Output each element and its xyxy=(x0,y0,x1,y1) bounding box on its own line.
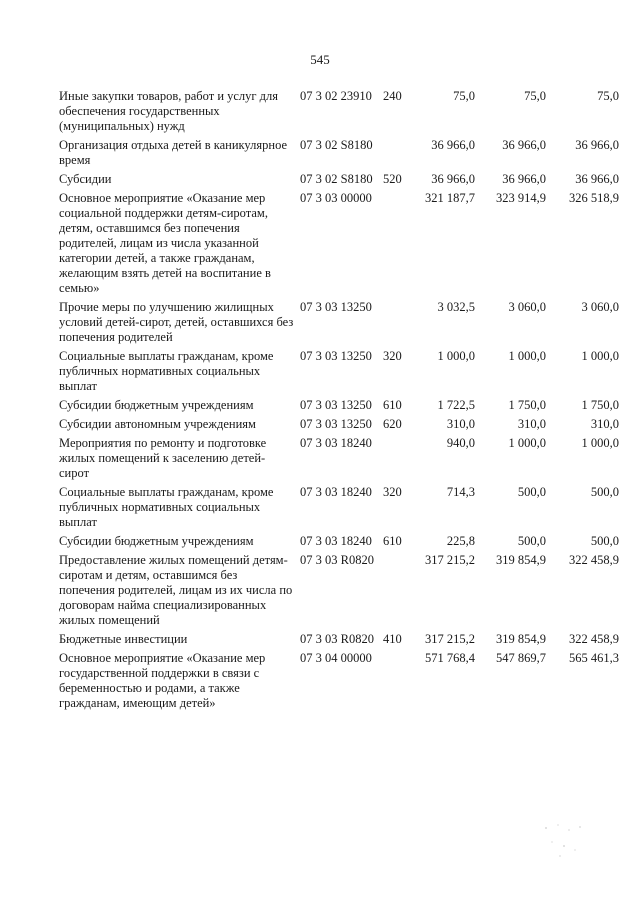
row-value-2: 75,0 xyxy=(524,89,546,103)
row-name: Бюджетные инвестиции xyxy=(59,632,188,646)
row-value-1: 225,8 xyxy=(446,534,475,548)
row-code: 07 3 02 S8180 xyxy=(300,138,373,152)
row-name: Основное мероприятие «Оказание мер государственной поддержки в связи с беременностью и родами, а также гражданам, имеющим детей» xyxy=(59,651,266,710)
table-row xyxy=(59,534,619,549)
table-row xyxy=(59,349,619,394)
row-value-1: 571 768,4 xyxy=(425,651,475,665)
row-value-2: 547 869,7 xyxy=(496,651,546,665)
table-row xyxy=(59,553,619,628)
row-value-3: 326 518,9 xyxy=(569,191,619,205)
table-row xyxy=(59,191,619,296)
page-number: 545 xyxy=(310,52,330,67)
row-value-2: 310,0 xyxy=(517,417,546,431)
row-value-1: 321 187,7 xyxy=(425,191,475,205)
table-row xyxy=(59,89,619,134)
row-code: 07 3 03 13250 xyxy=(300,417,372,431)
row-value-1: 75,0 xyxy=(453,89,475,103)
row-code: 07 3 03 18240 xyxy=(300,534,372,548)
row-expense-type: 610 xyxy=(383,534,402,548)
row-value-3: 500,0 xyxy=(590,534,619,548)
row-value-1: 310,0 xyxy=(446,417,475,431)
row-value-2: 1 000,0 xyxy=(508,349,546,363)
row-value-3: 1 750,0 xyxy=(581,398,619,412)
row-name: Социальные выплаты гражданам, кроме публичных нормативных социальных выплат xyxy=(59,349,274,393)
row-value-1: 317 215,2 xyxy=(425,553,475,567)
row-expense-type: 320 xyxy=(383,485,402,499)
budget-table xyxy=(59,89,619,715)
row-name: Основное мероприятие «Оказание мер социальной поддержки детям-сиротам, детям, оставшимся без попечения родителей, лицам из числа указанной категории детей, а также гражданам, желающим взять детей на воспитание в семью» xyxy=(59,191,271,295)
table-row xyxy=(59,300,619,345)
row-expense-type: 610 xyxy=(383,398,402,412)
row-value-3: 1 000,0 xyxy=(581,436,619,450)
row-name: Субсидии xyxy=(59,172,112,186)
row-code: 07 3 03 18240 xyxy=(300,485,372,499)
row-value-2: 319 854,9 xyxy=(496,553,546,567)
table-row xyxy=(59,172,619,187)
table-row xyxy=(59,417,619,432)
row-value-2: 319 854,9 xyxy=(496,632,546,646)
row-value-1: 317 215,2 xyxy=(425,632,475,646)
row-value-1: 714,3 xyxy=(446,485,475,499)
row-code: 07 3 02 S8180 xyxy=(300,172,373,186)
row-value-3: 500,0 xyxy=(590,485,619,499)
row-code: 07 3 04 00000 xyxy=(300,651,372,665)
row-value-1: 36 966,0 xyxy=(431,138,475,152)
row-value-3: 36 966,0 xyxy=(575,138,619,152)
row-expense-type: 240 xyxy=(383,89,402,103)
row-value-3: 3 060,0 xyxy=(581,300,619,314)
row-code: 07 3 03 R0820 xyxy=(300,553,374,567)
row-value-3: 36 966,0 xyxy=(575,172,619,186)
row-name: Мероприятия по ремонту и подготовке жилых помещений к заселению детей-сирот xyxy=(59,436,267,480)
row-value-1: 36 966,0 xyxy=(431,172,475,186)
row-value-3: 75,0 xyxy=(597,89,619,103)
row-name: Социальные выплаты гражданам, кроме публичных нормативных социальных выплат xyxy=(59,485,274,529)
row-value-1: 940,0 xyxy=(446,436,475,450)
row-code: 07 3 03 13250 xyxy=(300,349,372,363)
row-name: Субсидии бюджетным учреждениям xyxy=(59,534,254,548)
row-expense-type: 520 xyxy=(383,172,402,186)
row-name: Предоставление жилых помещений детям-сиротам и детям, оставшимся без попечения родителей, лицам из их числа по договорам найма специализированных жилых помещений xyxy=(59,553,293,627)
row-value-1: 3 032,5 xyxy=(437,300,475,314)
row-expense-type: 620 xyxy=(383,417,402,431)
row-code: 07 3 03 13250 xyxy=(300,300,372,314)
row-value-1: 1 000,0 xyxy=(437,349,475,363)
row-name: Субсидии автономным учреждениям xyxy=(59,417,256,431)
row-expense-type: 410 xyxy=(383,632,402,646)
table-row xyxy=(59,651,619,711)
row-code: 07 3 03 00000 xyxy=(300,191,372,205)
table-row xyxy=(59,138,619,168)
row-value-3: 322 458,9 xyxy=(569,632,619,646)
table-row xyxy=(59,632,619,647)
scan-noise-decoration xyxy=(540,820,600,860)
row-value-2: 323 914,9 xyxy=(496,191,546,205)
table-row xyxy=(59,436,619,481)
row-value-3: 310,0 xyxy=(590,417,619,431)
row-value-2: 1 750,0 xyxy=(508,398,546,412)
row-value-2: 3 060,0 xyxy=(508,300,546,314)
row-value-3: 322 458,9 xyxy=(569,553,619,567)
row-value-3: 565 461,3 xyxy=(569,651,619,665)
row-code: 07 3 03 18240 xyxy=(300,436,372,450)
row-code: 07 3 02 23910 xyxy=(300,89,372,103)
row-name: Прочие меры по улучшению жилищных условий детей-сирот, детей, оставшихся без попечения родителей xyxy=(59,300,294,344)
row-code: 07 3 03 R0820 xyxy=(300,632,374,646)
row-value-2: 36 966,0 xyxy=(502,138,546,152)
table-row xyxy=(59,485,619,530)
table-row xyxy=(59,398,619,413)
row-value-2: 1 000,0 xyxy=(508,436,546,450)
row-value-2: 500,0 xyxy=(517,534,546,548)
row-expense-type: 320 xyxy=(383,349,402,363)
row-name: Организация отдыха детей в каникулярное время xyxy=(59,138,288,167)
row-value-3: 1 000,0 xyxy=(581,349,619,363)
row-name: Субсидии бюджетным учреждениям xyxy=(59,398,254,412)
row-value-1: 1 722,5 xyxy=(437,398,475,412)
row-value-2: 500,0 xyxy=(517,485,546,499)
row-value-2: 36 966,0 xyxy=(502,172,546,186)
row-name: Иные закупки товаров, работ и услуг для обеспечения государственных (муниципальных) нужд xyxy=(59,89,279,133)
row-code: 07 3 03 13250 xyxy=(300,398,372,412)
